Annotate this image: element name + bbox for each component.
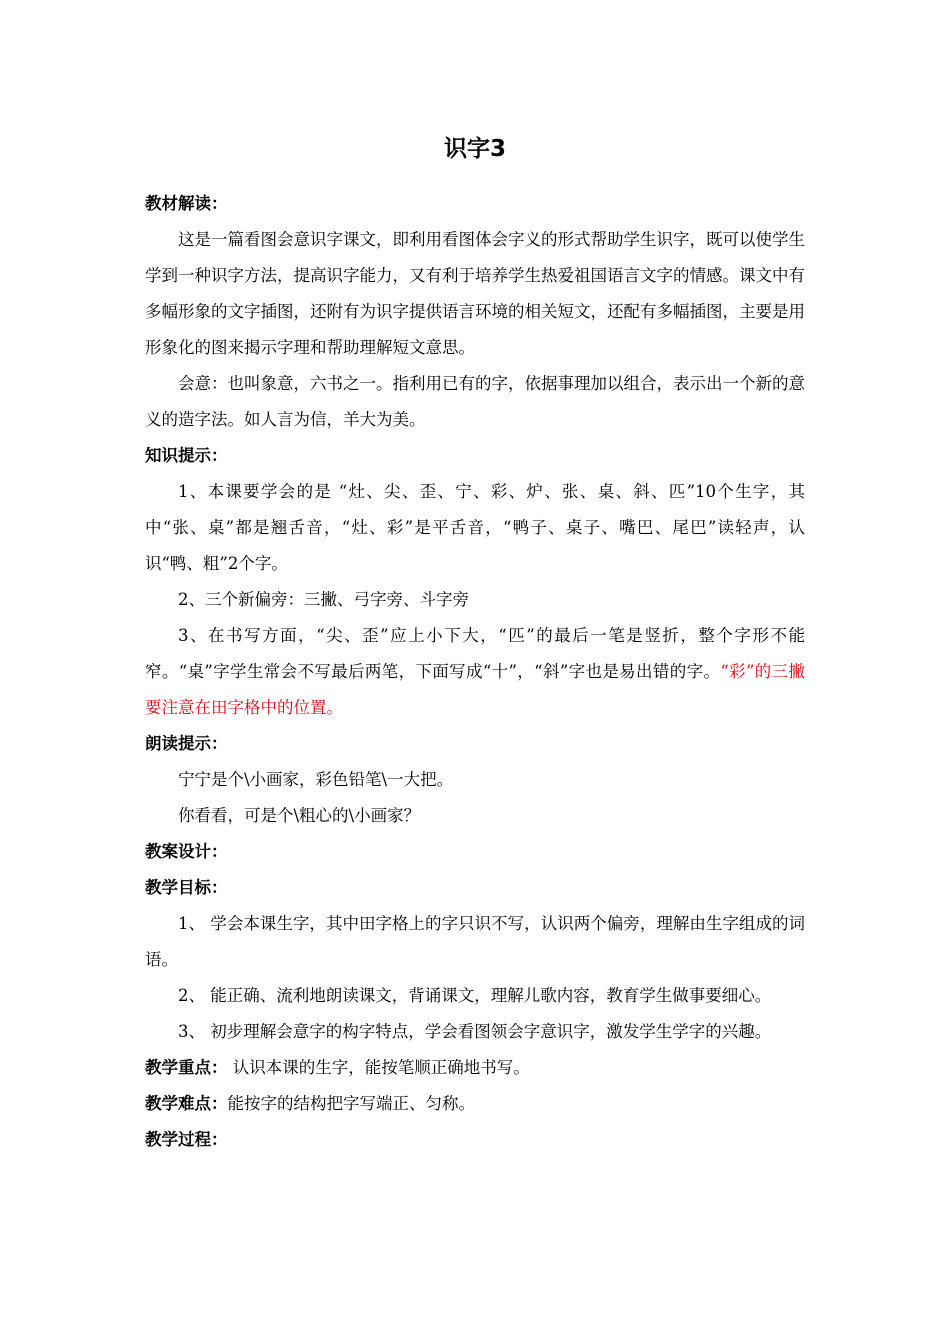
page-title: 识字3 bbox=[443, 136, 506, 162]
highlight-note: “彩”的三撇要注意在田字格中的位置。 bbox=[145, 662, 805, 717]
goal-1: 1、 学会本课生字，其中田字格上的字只识不写，认识两个偏旁，理解由生字组成的词语。 bbox=[145, 914, 805, 969]
key-point-text: 认识本课的生字，能按笔顺正确地书写。 bbox=[227, 1058, 530, 1077]
textbook-heading: 教材解读： bbox=[145, 194, 228, 213]
reading-line-2: 你看看，可是个\粗心的\小画家？ bbox=[178, 806, 421, 825]
textbook-paragraph-1: 这是一篇看图会意识字课文，即利用看图体会字义的形式帮助学生识字，既可以使学生学到一种识字方法，提高识字能力，又有利于培养学生热爱祖国语言文字的情感。课文中有多幅形象的文字插图，还附有为识字提供语言环境的相关短文，还配有多幅插图，主要是用形象化的图来揭示字理和帮助理解短文意思。 bbox=[145, 230, 805, 357]
knowledge-paragraph-1: 1、本课要学会的是 “灶、尖、歪、宁、彩、炉、张、桌、斜、匹”10个生字，其中“张、桌”都是翘舌音，“灶、彩”是平舌音，“鸭子、桌子、嘴巴、尾巴”读轻声，认识“鸭、粗”2个字。 bbox=[145, 482, 805, 573]
goal-2: 2、 能正确、流利地朗读课文，背诵课文，理解儿歌内容，教育学生做事要细心。 bbox=[178, 986, 772, 1005]
key-point bbox=[145, 1050, 805, 1086]
goals-heading: 教学目标： bbox=[145, 878, 228, 897]
process-heading: 教学过程： bbox=[145, 1130, 228, 1149]
document-body bbox=[145, 186, 805, 1158]
plan-heading: 教案设计： bbox=[145, 842, 228, 861]
goal-3: 3、 初步理解会意字的构字特点，学会看图领会字意识字，激发学生学字的兴趣。 bbox=[178, 1022, 772, 1041]
textbook-paragraph-2: 会意：也叫象意，六书之一。指利用已有的字，依据事理加以组合，表示出一个新的意义的造字法。如人言为信，羊大为美。 bbox=[145, 374, 805, 429]
knowledge-paragraph-3 bbox=[145, 618, 805, 726]
key-point-label: 教学重点： bbox=[145, 1058, 228, 1077]
difficulty-point bbox=[145, 1086, 805, 1122]
knowledge-heading: 知识提示： bbox=[145, 446, 228, 465]
knowledge-paragraph-3-text: 3、在书写方面，“尖、歪”应上小下大，“匹”的最后一笔是竖折，整个字形不能窄。“桌”字学生常会不写最后两笔，下面写成“十”，“斜”字也是易出错的字。 bbox=[145, 626, 805, 681]
difficulty-label: 教学难点： bbox=[145, 1094, 228, 1113]
difficulty-text: 能按字的结构把字写端正、匀称。 bbox=[227, 1094, 475, 1113]
reading-line-1: 宁宁是个\小画家，彩色铅笔\一大把。 bbox=[178, 770, 454, 789]
reading-heading: 朗读提示： bbox=[145, 734, 228, 753]
knowledge-paragraph-2: 2、三个新偏旁：三撇、弓字旁、斗字旁 bbox=[178, 590, 469, 609]
